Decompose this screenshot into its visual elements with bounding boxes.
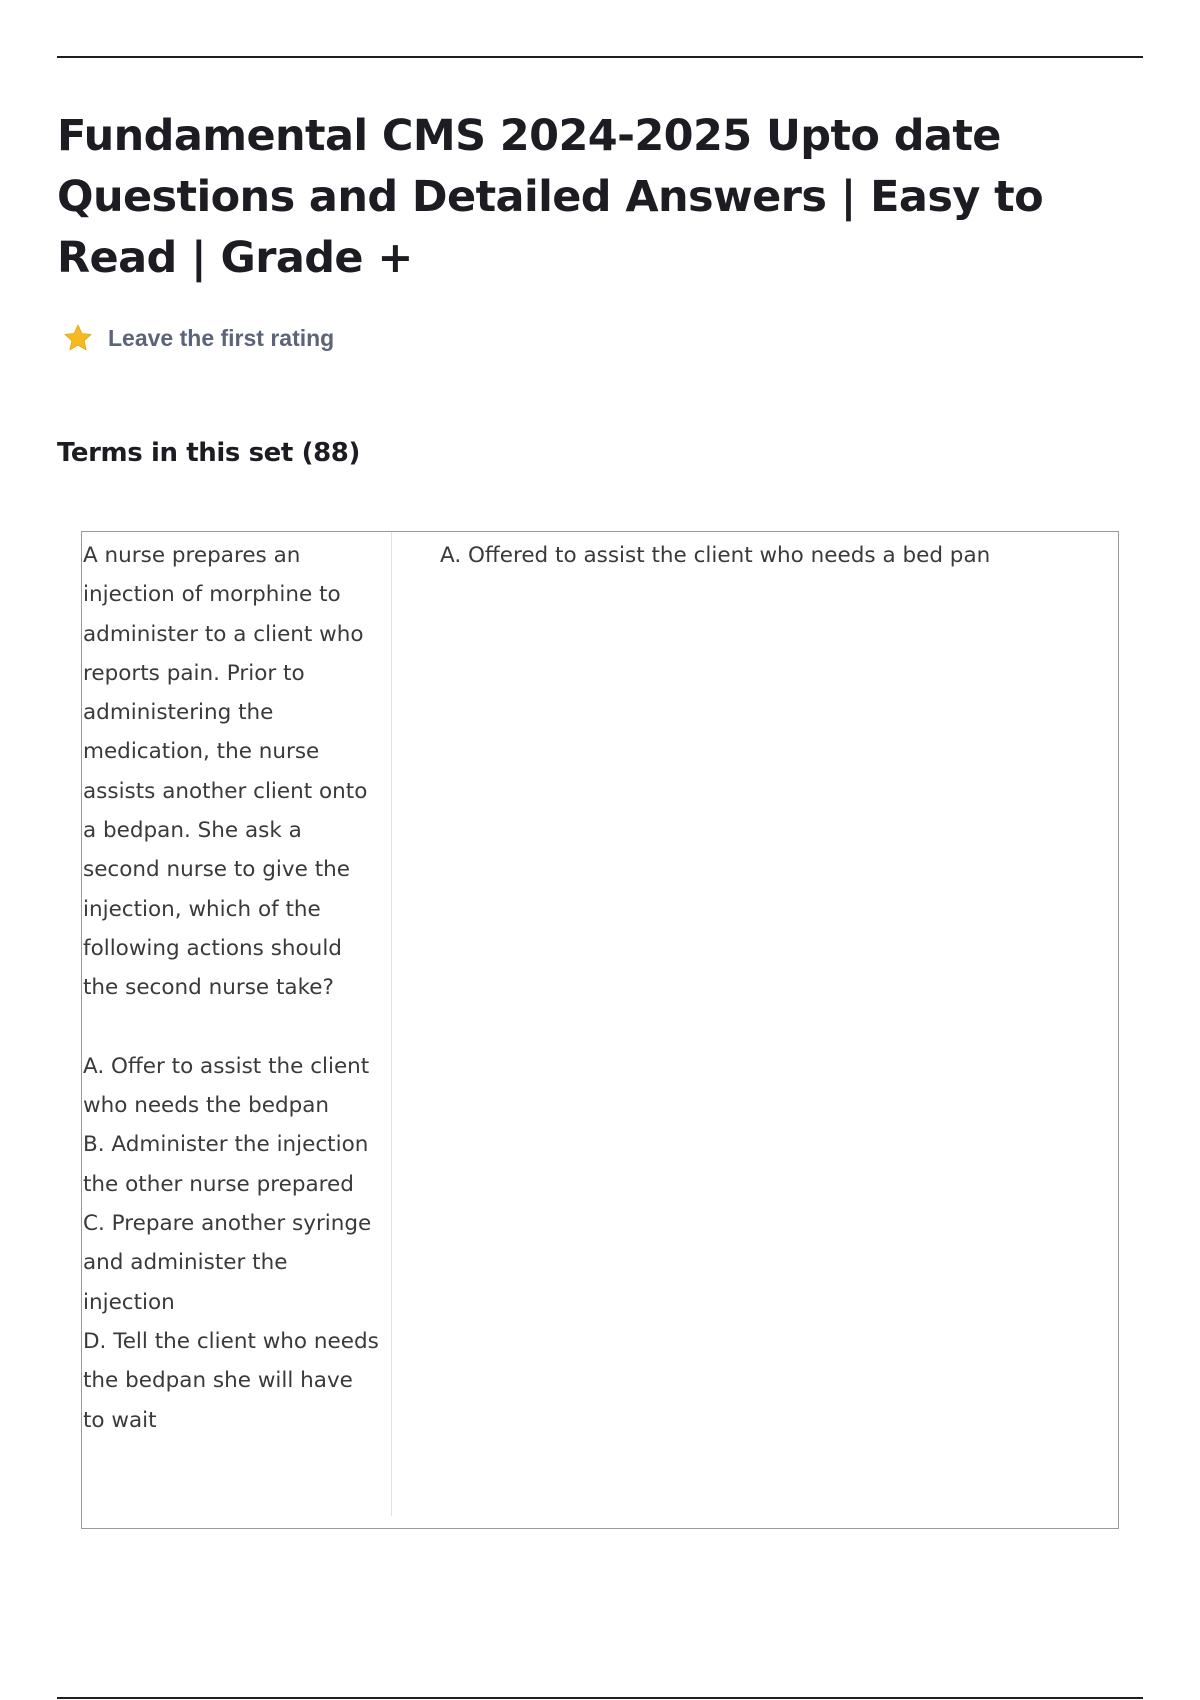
star-icon [62,322,94,354]
rating-label[interactable]: Leave the first rating [108,324,335,351]
term-definition-divider [391,532,392,1516]
rating-prompt[interactable] [62,320,334,356]
term-text: A nurse prepares an injection of morphine to administer to a client who reports pain. Prior to administering the medication, the nurse assists another client onto a bedpan. She ask a second nurse to give the injection, which of the following actions should the second nurse take? A. Offer to assist the client who needs the bedpan B. Administer the injection the other nurse prepared C. Prepare another syringe and administer the injection D. Tell the client who needs the bedpan she will have to wait [83,543,379,1433]
term-card [81,531,1119,1529]
bottom-divider [57,1697,1143,1699]
terms-count-heading: Terms in this set (88) [57,438,360,468]
top-divider [57,56,1143,58]
document-title: Fundamental CMS 2024-2025 Upto date Questions and Detailed Answers | Easy to Read | Grade + [57,111,1044,283]
definition-text: A. Offered to assist the client who needs a bed pan [440,543,991,568]
